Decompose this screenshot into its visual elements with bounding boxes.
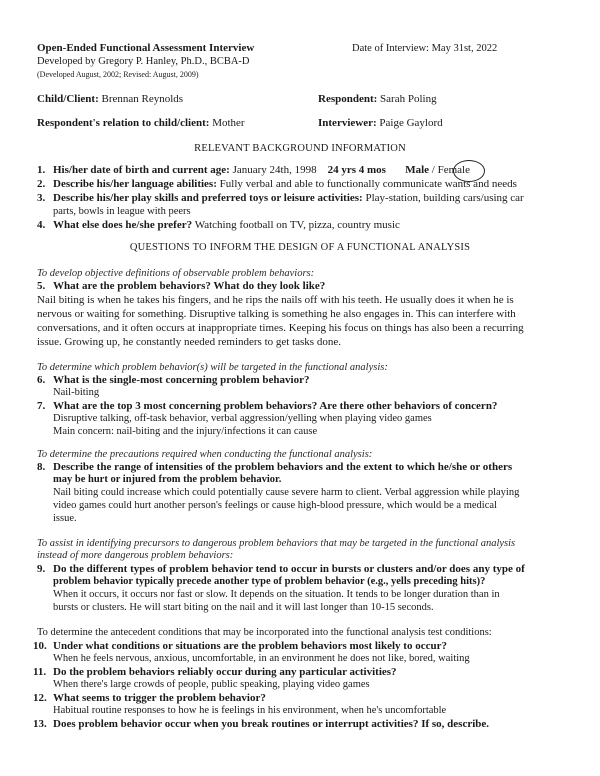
- question-11: 11. Do the problem behaviors reliably occur during any particular activities?: [33, 666, 397, 678]
- child-client-value: Brennan Reynolds: [101, 93, 184, 105]
- date-of-birth-value: January 24th, 1998: [232, 164, 317, 176]
- relation-value: Mother: [212, 117, 245, 129]
- question-2: 2. Describe his/her language abilities: Fully verbal and able to functionally communicate wants and needs: [37, 178, 517, 190]
- answer-9-line-2: bursts or clusters. He will start biting on the nail and it will last longer than 10-15 seconds.: [53, 602, 434, 613]
- child-client-field: [37, 93, 183, 105]
- age-value: 24 yrs 4 mos: [327, 164, 386, 176]
- category-definitions: To develop objective definitions of observable problem behaviors:: [37, 268, 315, 279]
- answer-8-line-1: Nail biting could increase which could potentially cause severe harm to client. Verbal aggression while playing: [53, 487, 520, 498]
- play-skills-answer: Play-station, building cars/using car: [365, 192, 524, 204]
- question-8-cont: may be hurt or injured from the problem behavior.: [53, 474, 282, 485]
- interview-date: [352, 43, 497, 54]
- interviewer-value: Paige Gaylord: [379, 117, 443, 129]
- category-antecedents: To determine the antecedent conditions that may be incorporated into the functional analysis test conditions:: [37, 627, 492, 638]
- category-targets: To determine which problem behavior(s) will be targeted in the functional analysis:: [37, 362, 388, 373]
- question-13: 13. Does problem behavior occur when you break routines or interrupt activities? If so, describe.: [33, 718, 490, 730]
- answer-9-line-1: When it occurs, it occurs nor fast or slow. It depends on the situation. It tends to be longer duration than in: [53, 589, 500, 600]
- answer-6: Nail-biting: [53, 387, 100, 398]
- child-client-label: Child/Client:: [37, 93, 99, 105]
- answer-8-line-3: issue.: [53, 513, 77, 524]
- question-8: 8. Describe the range of intensities of the problem behaviors and the extent to which he/she or others: [37, 461, 513, 473]
- development-dates: (Developed August, 2002; Revised: August, 2009): [37, 70, 199, 79]
- interviewer-label: Interviewer:: [318, 117, 377, 129]
- respondent-value: Sarah Poling: [380, 93, 437, 105]
- answer-7-line-1: Disruptive talking, off-task behavior, verbal aggression/yelling when playing video games: [53, 413, 432, 424]
- interview-date-label: Date of Interview:: [352, 43, 429, 54]
- interviewer-field: [318, 117, 443, 129]
- answer-5-line-4: issue. Growing up, he constantly needed reminders to get tasks done.: [37, 336, 341, 348]
- answer-11: When there's large crowds of people, public speaking, playing video games: [53, 679, 370, 690]
- question-3: 3. Describe his/her play skills and preferred toys or leisure activities: Play-station, building cars/using car: [37, 192, 524, 204]
- answer-5-line-2: nervous or waiting for something. Disruptive talking is something he also engages in. This can interfere with: [37, 308, 516, 320]
- gender-female-option: / Female: [431, 164, 470, 176]
- relation-field: [37, 117, 245, 129]
- category-precursors: To assist in identifying precursors to dangerous problem behaviors that may be targeted in the functional analysis: [37, 538, 516, 549]
- question-5: 5. What are the problem behaviors? What do they look like?: [37, 280, 326, 292]
- answer-8-line-2: video games could hurt another person's feelings or cause high-blood pressure, which would be a medical: [53, 500, 497, 511]
- answer-5-line-3: conversations, and it often occurs at inappropriate times. Keeping his focus on things has also been a recurring: [37, 322, 524, 334]
- respondent-field: [318, 93, 437, 105]
- category-precautions: To determine the precautions required when conducting the functional analysis:: [37, 449, 373, 460]
- preferences-answer: Watching football on TV, pizza, country music: [194, 219, 400, 231]
- question-9: 9. Do the different types of problem behavior tend to occur in bursts or clusters and/or does any type of: [37, 563, 525, 575]
- interview-date-value: May 31st, 2022: [431, 43, 498, 54]
- answer-10: When he feels nervous, anxious, uncomfortable, in an environment he does not like, bored, waiting: [53, 653, 470, 664]
- respondent-label: Respondent:: [318, 93, 378, 105]
- relation-label: Respondent's relation to child/client:: [37, 117, 210, 129]
- question-4: 4. What else does he/she prefer? Watching football on TV, pizza, country music: [37, 219, 400, 231]
- question-6: 6. What is the single-most concerning problem behavior?: [37, 374, 310, 386]
- gender-male-option: Male: [405, 164, 430, 176]
- questions-heading: QUESTIONS TO INFORM THE DESIGN OF A FUNCTIONAL ANALYSIS: [129, 242, 471, 253]
- developed-by: Developed by Gregory P. Hanley, Ph.D., BCBA-D: [37, 56, 250, 67]
- document-title: Open-Ended Functional Assessment Interview: [37, 42, 255, 54]
- play-skills-answer-cont: parts, bowls in league with peers: [53, 206, 191, 217]
- question-12: 12. What seems to trigger the problem behavior?: [33, 692, 266, 704]
- answer-7-line-2: Main concern: nail-biting and the injury/infections it can cause: [53, 426, 318, 437]
- language-abilities-answer: Fully verbal and able to functionally communicate wants and needs: [219, 178, 517, 190]
- question-1: 1. His/her date of birth and current age: January 24th, 1998 24 yrs 4 mos Male / Female: [37, 164, 470, 176]
- question-10: 10. Under what conditions or situations are the problem behaviors most likely to occur?: [33, 640, 447, 652]
- background-heading: RELEVANT BACKGROUND INFORMATION: [194, 143, 406, 154]
- question-7: 7. What are the top 3 most concerning problem behaviors? Are there other behaviors of concern?: [37, 400, 498, 412]
- category-precursors-cont: instead of more dangerous problem behaviors:: [37, 550, 234, 561]
- question-9-cont: problem behavior typically precede another type of problem behavior (e.g., yells preceding hits)?: [53, 576, 486, 587]
- answer-5-line-1: Nail biting is when he takes his fingers, and he rips the nails off with his teeth. He usually does it when he is: [37, 294, 514, 306]
- answer-12: Habitual routine responses to how he is feelings in his environment, when he's uncomfortable: [53, 705, 447, 716]
